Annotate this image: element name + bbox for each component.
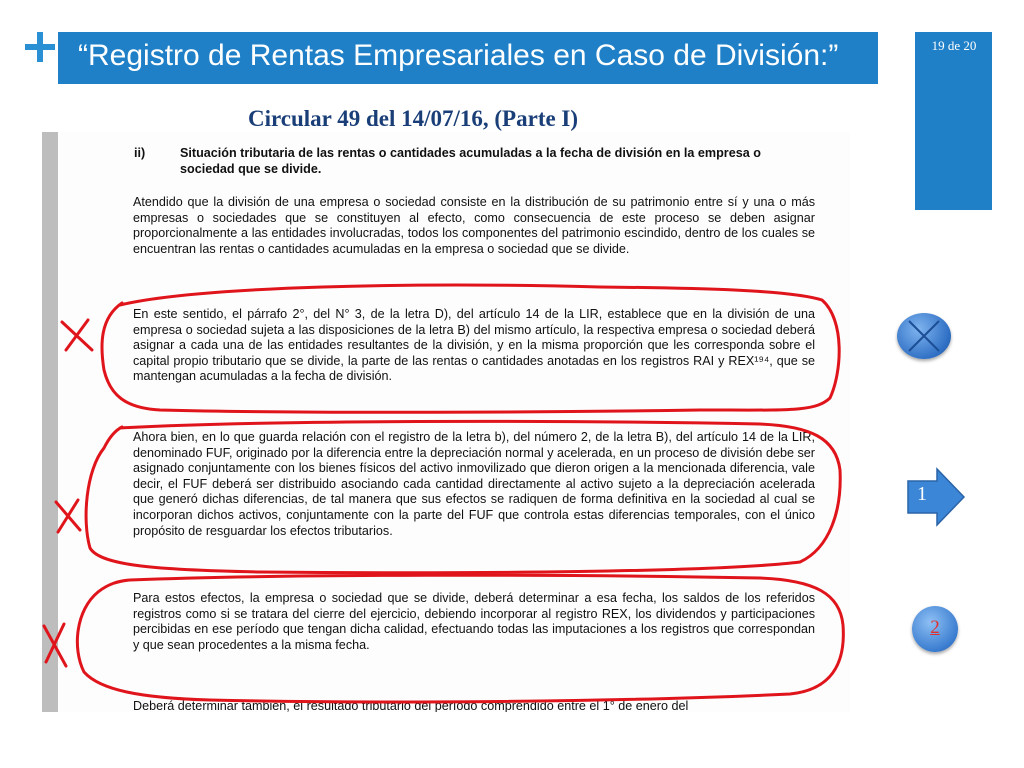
page-number: 19 de 20 [931,38,977,53]
arrow-right-icon [905,467,967,527]
link-label[interactable]: 2 [930,617,940,638]
link-button-2[interactable] [912,606,958,652]
title-bar [58,32,878,84]
side-accent-box [915,32,992,210]
document-scan [58,132,850,712]
paragraph-3: Ahora bien, en lo que guarda relación con el registro de la letra b), del número 2, de la letra B), del artículo 14 de la LIR, denominado FUF, originado por la diferencia entre la depreciación normal y acelerada, en un proceso de división debe ser asignado conjuntamente con los bienes físicos del activo inmovilizado que dieron origen a la mencionada diferencia, vale decir, el FUF deberá ser distribuido asociando cada cantidad directamente al activo sujeto a la depreciación acelerada que generó dichas diferencias, de tal manera que sus efectos se radiquen de forma definitiva en la sociedad al cual se incorporan dichos activos, conjuntamente con la parte del FUF que controla estas diferencias temporales, con el único propósito de resguardar los efectos tributarios. [133,430,815,538]
paragraph-4: Para estos efectos, la empresa o sociedad que se divide, deberá determinar a esa fecha, los saldos de los referidos registros como si se tratara del cierre del ejercicio, debiendo incorporar al registro REX, los dividendos y participaciones percibidas en ese período que tengan dicha calidad, efectuando todas las imputaciones a los registros que correspondan y que sean procedentes a la misma fecha. [133,591,815,652]
document-margin [42,132,58,712]
paragraph-1: Atendido que la división de una empresa o sociedad consiste en la distribución de su patrimonio entre sí y una o más empresas o sociedades que se constituyen al efecto, como consecuencia de este proceso se deben asignar proporcionalmente a las entidades involucradas, todos los componentes del patrimonio escindido, dentro de los cuales se encuentran las rentas o cantidades acumuladas en la empresa o sociedad que se divide. [133,195,815,256]
arrow-label: 1 [917,483,927,505]
section-heading: Situación tributaria de las rentas o cantidades acumuladas a la fecha de división en la empresa o sociedad que se divide. [180,146,761,176]
close-icon [897,313,951,359]
next-arrow-button[interactable] [905,467,967,527]
paragraph-2: En este sentido, el párrafo 2°, del N° 3, de la letra D), del artículo 14 de la LIR, establece que en la división de una empresa o sociedad sujeta a las disposiciones de la letra B) del mismo artículo, la respectiva empresa o sociedad deberá asignar a cada una de las entidades resultantes de la división, y en la misma proporción que les corresponda sobre el capital propio tributario que se divide, la parte de las rentas o cantidades anotadas en los registros RAI y REX¹⁹⁴, que se mantengan acumuladas a la fecha de división. [133,307,815,384]
slide-title: “Registro de Rentas Empresariales en Caso de División:” [78,39,839,72]
slide-subtitle: Circular 49 del 14/07/16, (Parte I) [248,106,579,131]
plus-icon [25,30,59,64]
close-button[interactable] [897,313,951,359]
paragraph-5: Deberá determinar también, el resultado tributario del período comprendido entre el 1° de enero del [133,699,689,712]
section-number: ii) [134,146,146,160]
